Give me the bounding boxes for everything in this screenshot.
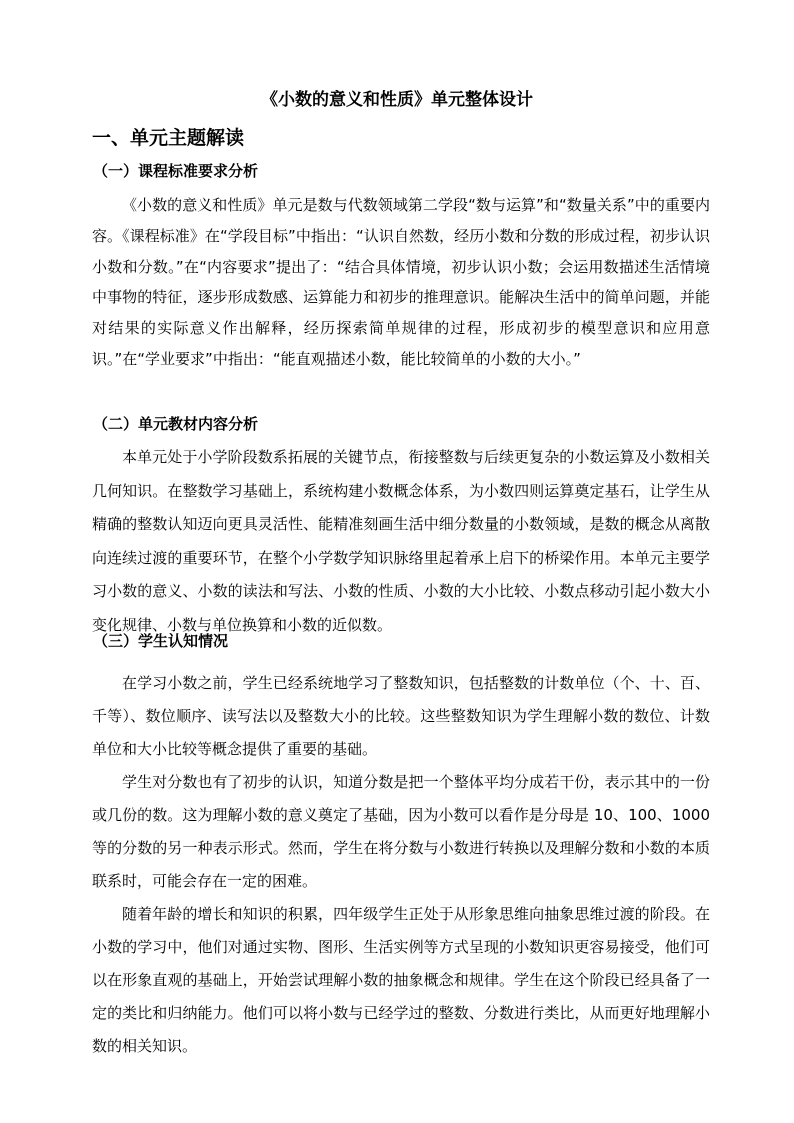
paragraph-cognition-2: 学生对分数也有了初步的认识，知道分数是把一个整体平均分成若干份，表示其中的一份或几份的数。这为理解小数的意义奠定了基础，因为小数可以看作是分母是 10、100、1000 等的分数的另一种表示形式。然而，学生在将分数与小数进行转换以及理解分数和小数的本质联系时，可能会存在一定的困难。	[92, 773, 710, 890]
subsection-heading-curriculum: （一）课程标准要求分析	[93, 162, 259, 180]
section-heading-unit-theme: 一、单元主题解读	[92, 127, 245, 149]
paragraph-textbook: 本单元处于小学阶段数系拓展的关键节点，衔接整数与后续更复杂的小数运算及小数相关几何知识。在整数学习基础上，系统构建小数概念体系，为小数四则运算奠定基石，让学生从精确的整数认知迈向更具灵活性、能精准刻画生活中细分数量的小数领域，是数的概念从离散向连续过渡的重要环节，在整个小学数学知识脉络里起着承上启下的桥梁作用。本单元主要学习小数的意义、小数的读法和写法、小数的性质、小数的大小比较、小数点移动引起小数大小变化规律、小数与单位换算和小数的近似数。	[92, 448, 710, 634]
document-title: 《小数的意义和性质》单元整体设计	[261, 90, 533, 110]
subsection-heading-cognition: （三）学生认知情况	[93, 632, 229, 650]
paragraph-cognition-3: 随着年龄的增长和知识的积累，四年级学生正处于从形象思维向抽象思维过渡的阶段。在小数的学习中，他们对通过实物、图形、生活实例等方式呈现的小数知识更容易接受，他们可以在形象直观的基础上，开始尝试理解小数的抽象概念和规律。学生在这个阶段已经具备了一定的类比和归纳能力。他们可以将小数与已经学过的整数、分数进行类比，从而更好地理解小数的相关知识。	[92, 905, 710, 1055]
paragraph-curriculum: 《小数的意义和性质》单元是数与代数领域第二学段“数与运算”和“数量关系”中的重要内容。《课程标准》在“学段目标”中指出：“认识自然数，经历小数和分数的形成过程，初步认识小数和分数。”在“内容要求”提出了：“结合具体情境，初步认识小数；会运用数描述生活情境中事物的特征，逐步形成数感、运算能力和初步的推理意识。能解决生活中的简单问题，并能对结果的实际意义作出解释，经历探索简单规律的过程，形成初步的模型意识和应用意识。”在“学业要求”中指出：“能直观描述小数，能比较简单的小数的大小。”	[92, 196, 710, 368]
paragraph-cognition-1: 在学习小数之前，学生已经系统地学习了整数知识，包括整数的计数单位（个、十、百、千等）、数位顺序、读写法以及整数大小的比较。这些整数知识为学生理解小数的数位、计数单位和大小比较等概念提供了重要的基础。	[92, 674, 710, 758]
subsection-heading-textbook: （二）单元教材内容分析	[93, 415, 259, 433]
